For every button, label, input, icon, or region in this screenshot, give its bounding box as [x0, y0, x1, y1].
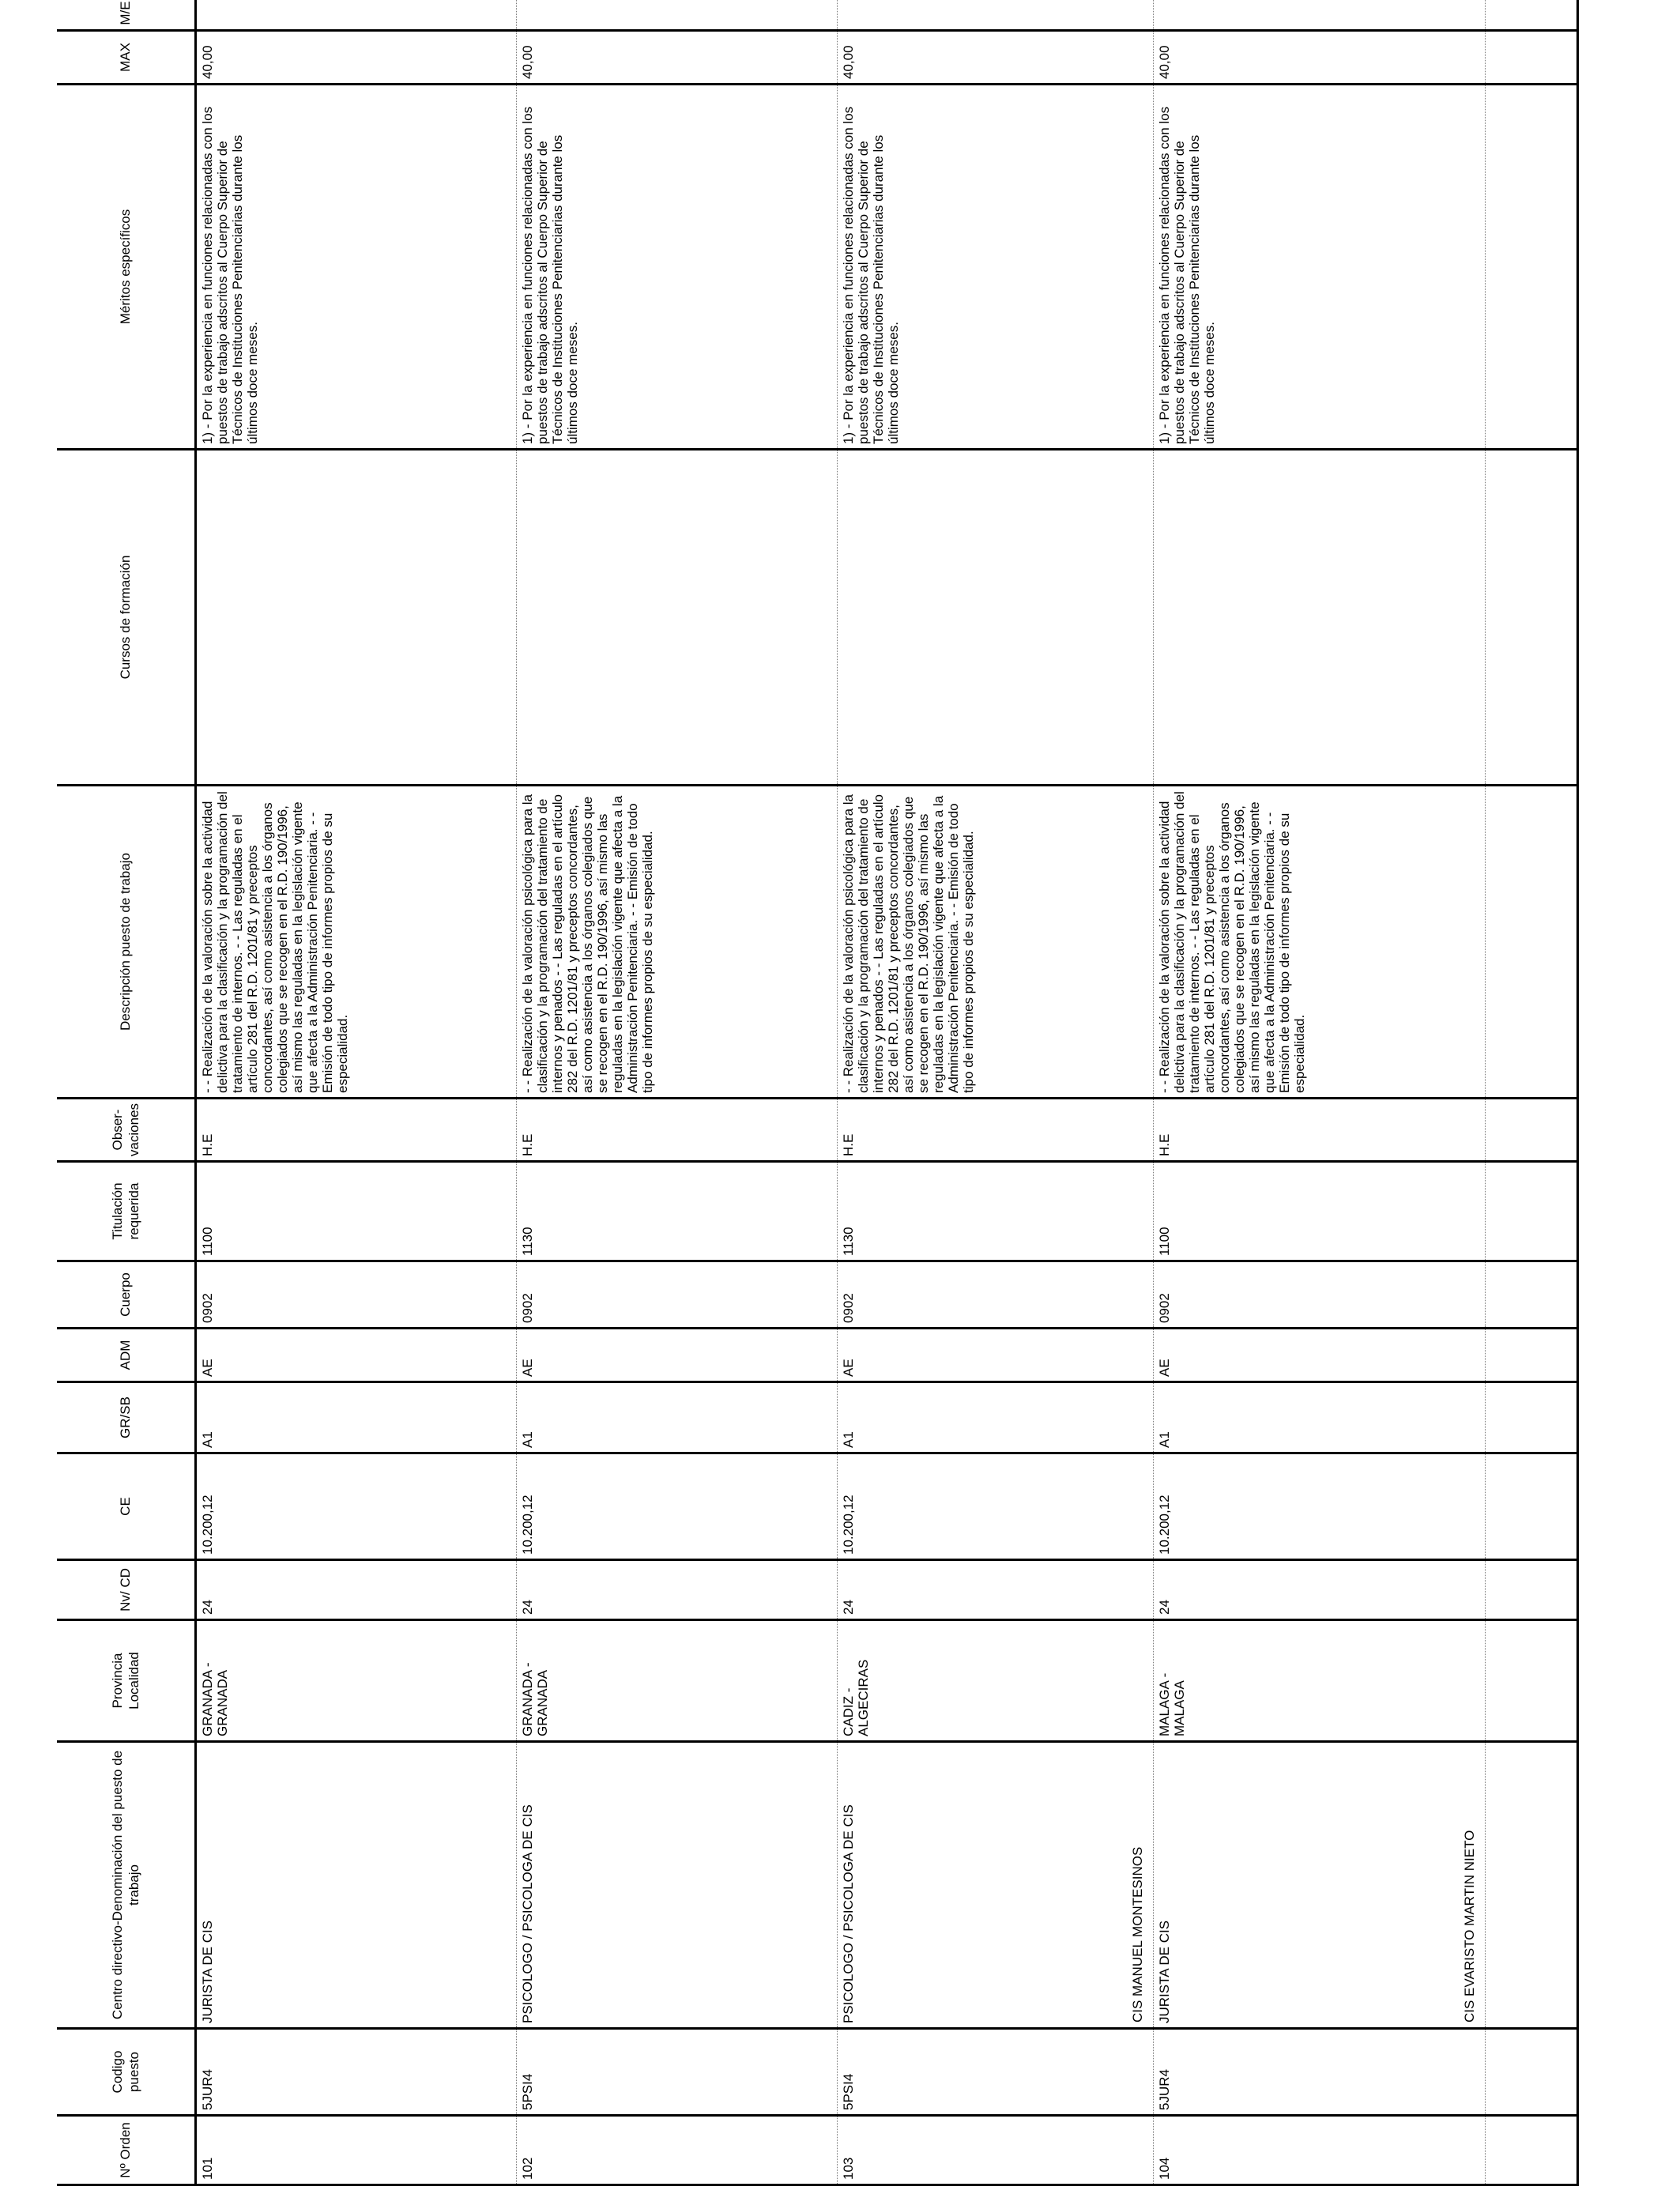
cell-ce: 10.200,12: [195, 1453, 516, 1560]
cell-cuerpo: 0902: [195, 1261, 516, 1329]
cell-me: [195, 0, 516, 31]
cell-centro-puesto: [195, 1742, 516, 2029]
header-cuerpo: Cuerpo: [57, 1261, 195, 1329]
cell-max: 40,00: [516, 31, 837, 85]
cell-codigo: 5PSI4: [516, 2029, 837, 2116]
header-titulacion: Titulación requerida: [57, 1162, 195, 1261]
cell-observaciones: H.E: [195, 1099, 516, 1162]
cell-me: [516, 0, 837, 31]
cell-max: 40,00: [837, 31, 1153, 85]
cell-descripcion: - - Realización de la valoración psicológica para la clasificación y la programación del tratamiento de internos y penados - - Las reguladas en el artículo 282 del R.D. 1201/81 y preceptos concordantes, así como asistencia a los órganos colegiados que se recogen en el R.D. 190/1996, así mismo las reguladas en la legislación vigente que afecta a la Administración Penitenciaria. - - Emisión de todo tipo de informes propios de su especialidad.: [516, 786, 837, 1099]
cell-codigo: 5PSI4: [837, 2029, 1153, 2116]
cell-meritos: 1) - Por la experiencia en funciones relacionadas con los puestos de trabajo adscritos al Cuerpo Superior de Técnicos de Instituciones Penitenciarias durante los últimos doce meses.: [195, 85, 516, 450]
table-row: [1153, 0, 1485, 2185]
cell-provincia: CADIZ - ALGECIRAS: [837, 1620, 1153, 1742]
cell-cuerpo: 0902: [516, 1261, 837, 1329]
cell-nivel: 24: [1153, 1560, 1485, 1620]
cell-provincia: MALAGA - MALAGA: [1153, 1620, 1485, 1742]
cell-ce: 10.200,12: [1153, 1453, 1485, 1560]
cell-cursos: [195, 450, 516, 786]
cell-orden: 103: [837, 2116, 1153, 2185]
header-codigo: Codigo puesto: [57, 2029, 195, 2116]
cell-orden: 101: [195, 2116, 516, 2185]
cell-cuerpo: 0902: [1153, 1261, 1485, 1329]
header-max: MAX: [57, 31, 195, 85]
cell-adm: AE: [837, 1329, 1153, 1382]
header-cursos: Cursos de formación: [57, 450, 195, 786]
cell-meritos: 1) - Por la experiencia en funciones relacionadas con los puestos de trabajo adscritos al Cuerpo Superior de Técnicos de Instituciones Penitenciarias durante los últimos doce meses.: [837, 85, 1153, 450]
cell-adm: AE: [1153, 1329, 1485, 1382]
header-orden: Nº Orden: [57, 2116, 195, 2185]
cell-nivel: 24: [516, 1560, 837, 1620]
cell-observaciones: H.E: [516, 1099, 837, 1162]
cell-provincia: GRANADA - GRANADA: [195, 1620, 516, 1742]
cell-descripcion: - - Realización de la valoración sobre la actividad delictiva para la clasificación y la programación del tratamiento de internos. - - Las reguladas en el artículo 281 del R.D. 1201/81 y preceptos concordantes, así como asistencia a los órganos colegiados que se recogen en el R.D. 190/1996, así mismo las reguladas en la legislación vigente que afecta a la Administración Penitenciaria. - - Emisión de todo tipo de informes propios de su especialidad.: [1153, 786, 1485, 1099]
cell-adm: AE: [195, 1329, 516, 1382]
cell-nivel: 24: [195, 1560, 516, 1620]
cell-max: 40,00: [1153, 31, 1485, 85]
cell-me: [1153, 0, 1485, 31]
cell-puesto: JURISTA DE CIS: [199, 1920, 215, 2023]
header-me: M/E: [57, 0, 195, 31]
cell-provincia: GRANADA - GRANADA: [516, 1620, 837, 1742]
cell-centro-puesto: [516, 1742, 837, 2029]
cell-descripcion: - - Realización de la valoración psicológica para la clasificación y la programación del tratamiento de internos y penados - - Las reguladas en el artículo 282 del R.D. 1201/81 y preceptos concordantes, así como asistencia a los órganos colegiados que se recogen en el R.D. 190/1996, así mismo las reguladas en la legislación vigente que afecta a la Administración Penitenciaria. - - Emisión de todo tipo de informes propios de su especialidad.: [837, 786, 1153, 1099]
cell-titulacion: 1100: [195, 1162, 516, 1261]
cell-centro-puesto: [837, 1742, 1153, 2029]
cell-observaciones: H.E: [1153, 1099, 1485, 1162]
cell-cursos: [516, 450, 837, 786]
cell-titulacion: 1100: [1153, 1162, 1485, 1261]
cell-orden: 102: [516, 2116, 837, 2185]
cell-centro: CIS MANUEL MONTESINOS: [1129, 1846, 1145, 2022]
header-observaciones: Obser-vaciones: [57, 1099, 195, 1162]
cell-ce: 10.200,12: [837, 1453, 1153, 1560]
cell-meritos: 1) - Por la experiencia en funciones relacionadas con los puestos de trabajo adscritos al Cuerpo Superior de Técnicos de Instituciones Penitenciarias durante los últimos doce meses.: [516, 85, 837, 450]
cell-cuerpo: 0902: [837, 1261, 1153, 1329]
cell-ce: 10.200,12: [516, 1453, 837, 1560]
header-nivel: Nv/ CD: [57, 1560, 195, 1620]
puestos-table: [57, 0, 1579, 2186]
cell-cursos: [837, 450, 1153, 786]
header-grupo: GR/SB: [57, 1382, 195, 1453]
header-centro: Centro directivo-Denominación del puesto de trabajo: [57, 1742, 195, 2029]
header-ce: CE: [57, 1453, 195, 1560]
header-adm: ADM: [57, 1329, 195, 1382]
cell-descripcion: - - Realización de la valoración sobre la actividad delictiva para la clasificación y la programación del tratamiento de internos. - - Las reguladas en el artículo 281 del R.D. 1201/81 y preceptos concordantes, así como asistencia a los órganos colegiados que se recogen en el R.D. 190/1996, así mismo las reguladas en la legislación vigente que afecta a la Administración Penitenciaria. - - Emisión de todo tipo de informes propios de su especialidad.: [195, 786, 516, 1099]
cell-observaciones: H.E: [837, 1099, 1153, 1162]
cell-adm: AE: [516, 1329, 837, 1382]
header-meritos: Méritos específicos: [57, 85, 195, 450]
table-filler-row: [1485, 0, 1578, 2185]
header-provincia: Provincia Localidad: [57, 1620, 195, 1742]
cell-grupo: A1: [195, 1382, 516, 1453]
table-header-row: [57, 0, 195, 2185]
cell-titulacion: 1130: [837, 1162, 1153, 1261]
cell-meritos: 1) - Por la experiencia en funciones relacionadas con los puestos de trabajo adscritos al Cuerpo Superior de Técnicos de Instituciones Penitenciarias durante los últimos doce meses.: [1153, 85, 1485, 450]
cell-codigo: 5JUR4: [195, 2029, 516, 2116]
cell-codigo: 5JUR4: [1153, 2029, 1485, 2116]
cell-puesto: PSICOLOGO / PSICOLOGA DE CIS: [519, 1804, 535, 2023]
cell-grupo: A1: [837, 1382, 1153, 1453]
cell-cursos: [1153, 450, 1485, 786]
cell-puesto: JURISTA DE CIS: [1156, 1920, 1172, 2023]
cell-grupo: A1: [1153, 1382, 1485, 1453]
table-row: [837, 0, 1153, 2185]
cell-centro: CIS EVARISTO MARTIN NIETO: [1461, 1830, 1477, 2022]
cell-nivel: 24: [837, 1560, 1153, 1620]
cell-me: [837, 0, 1153, 31]
table-row: [195, 0, 516, 2185]
cell-orden: 104: [1153, 2116, 1485, 2185]
cell-max: 40,00: [195, 31, 516, 85]
cell-centro-puesto: [1153, 1742, 1485, 2029]
header-descripcion: Descripción puesto de trabajo: [57, 786, 195, 1099]
cell-titulacion: 1130: [516, 1162, 837, 1261]
table-row: [516, 0, 837, 2185]
cell-grupo: A1: [516, 1382, 837, 1453]
cell-puesto: PSICOLOGO / PSICOLOGA DE CIS: [840, 1804, 856, 2023]
